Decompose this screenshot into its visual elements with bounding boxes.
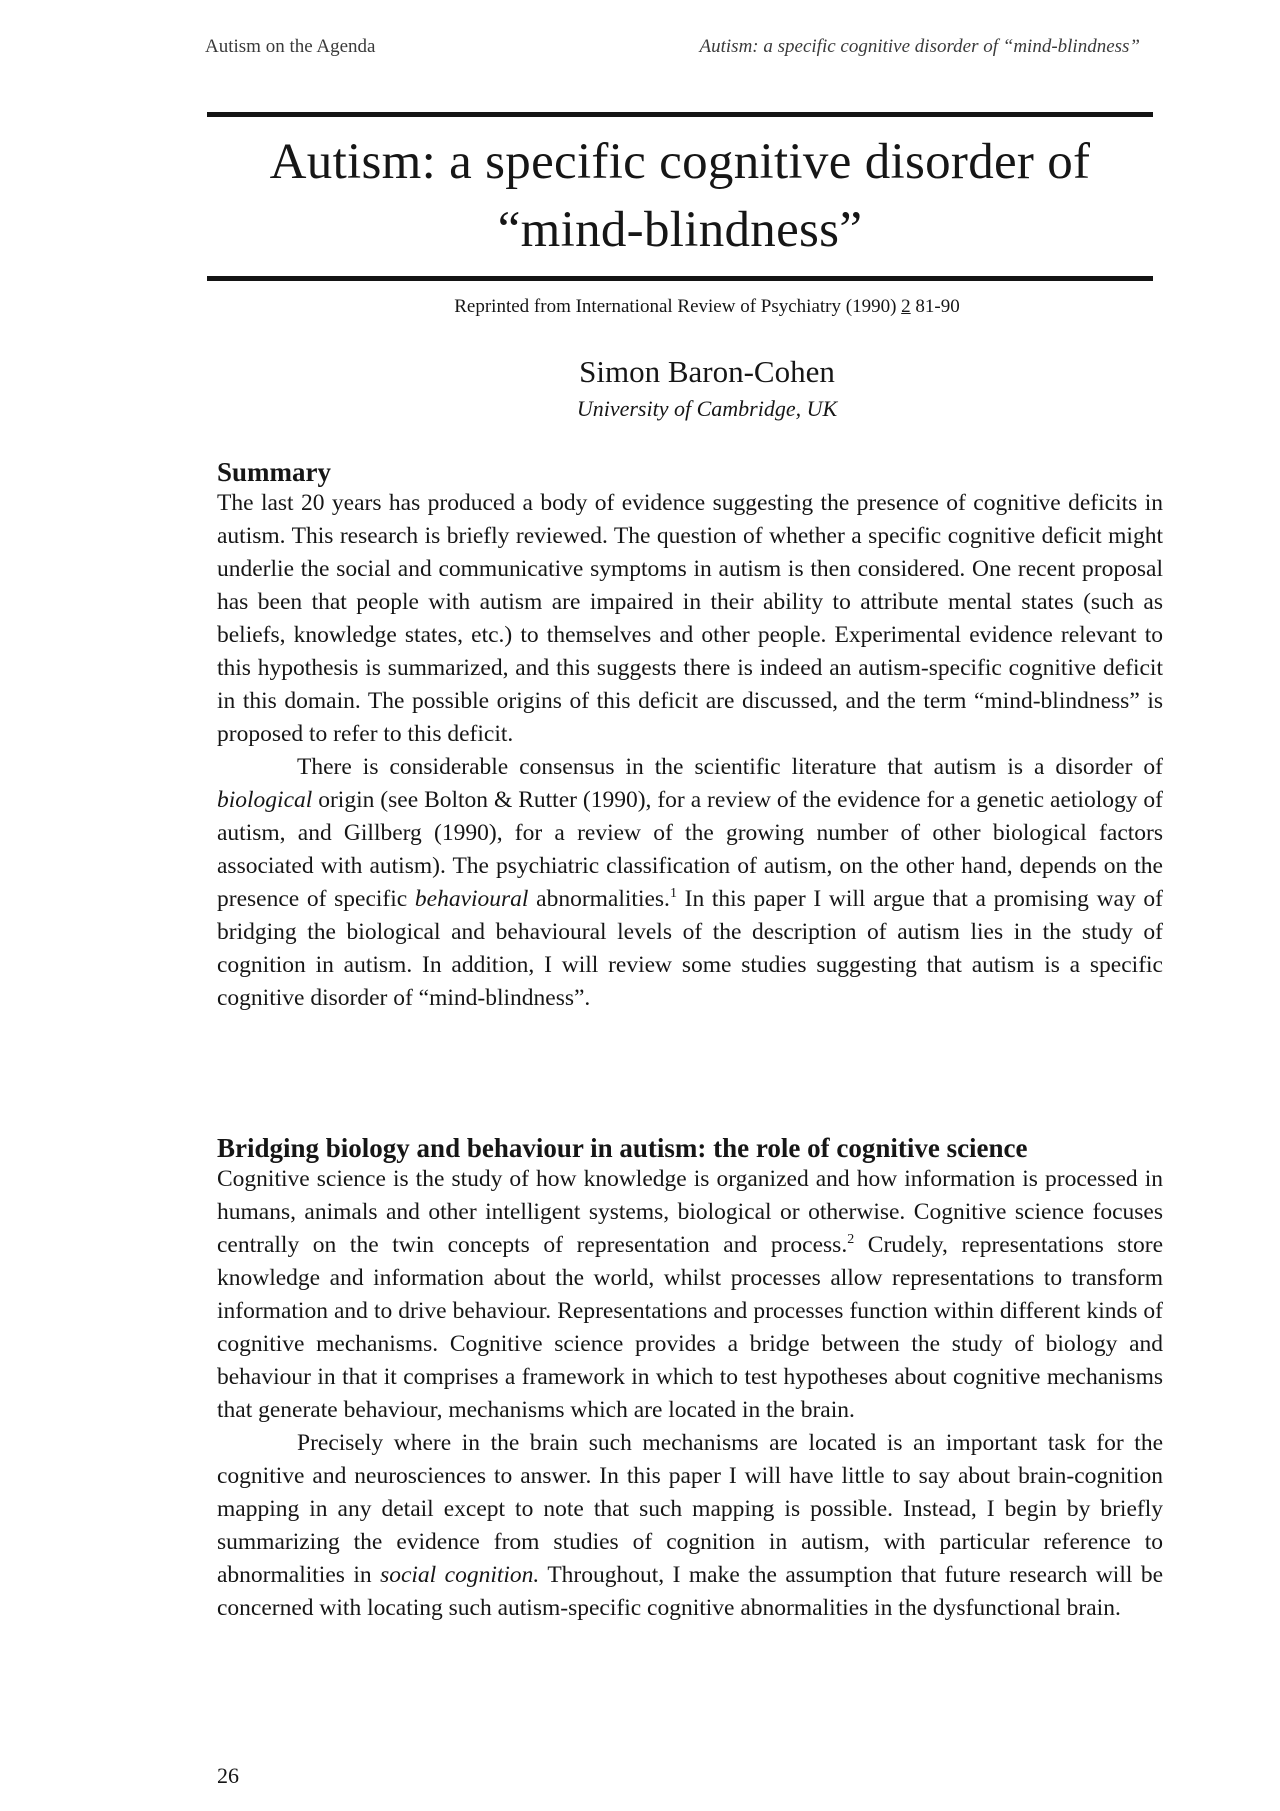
summary-paragraph-2-emphasis-2: behavioural (414, 886, 529, 912)
reprint-note (207, 296, 1207, 318)
cognitive-science-section (217, 1133, 1163, 1625)
summary-paragraph-2-text-a: There is considerable consensus in the scientific literature that autism is a disorder of (297, 754, 1163, 780)
summary-paragraph-2-text-d: In this paper I will argue that a promising way of bridging the biological and behavioural levels of the description of autism lies in the study of cognition in autism. In addition, I will review some studies suggesting that autism is a specific cognitive disorder of “mind-blindness”. (217, 886, 1163, 1011)
article-title (207, 128, 1153, 264)
summary-paragraph-2-text-b: origin (see Bolton & Rutter (1990), for a review of the evidence for a genetic aetiology of autism, and Gillberg (1990), for a review of the growing number of other biological factors associated with autism). The psychiatric classification of autism, on the other hand, depends on the presence of specific (217, 787, 1163, 912)
reprint-pages: 81-90 (910, 296, 960, 317)
reprint-source: Reprinted from International Review of Psychiatry (1990) (454, 296, 902, 317)
cognitive-science-paragraph-2-text-b: Throughout, I make the assumption that future research will be concerned with locating such autism-specific cognitive abnormalities in the dysfunctional brain. (217, 1562, 1164, 1621)
author-affiliation: University of Cambridge, UK (576, 396, 838, 421)
cognitive-science-paragraph-1-text-a: Cognitive science is the study of how knowledge is organized and how information is processed in humans, animals and other intelligent systems, biological or otherwise. Cognitive science focuses centrally on the twin concepts of representation and process. (217, 1166, 1163, 1258)
article-title-line-2: “mind-blindness” (497, 202, 863, 258)
summary-section (217, 457, 1163, 1015)
cognitive-science-paragraph-2-emphasis: social cognition. (380, 1562, 540, 1588)
footnote-marker-1[interactable]: 1 (669, 886, 677, 902)
title-rule-bottom (207, 276, 1153, 281)
cognitive-science-paragraph-1-text-b: Crudely, representations store knowledge and information about the world, whilst processes allow representations to transform information and to drive behaviour. Representations and processes function within different kinds of cognitive mechanisms. Cognitive science provides a bridge between the study of biology and behaviour in that it comprises a framework in which to test hypotheses about cognitive mechanisms that generate behaviour, mechanisms which are located in the brain. (217, 1232, 1163, 1423)
footnote-marker-2[interactable]: 2 (847, 1232, 855, 1248)
cognitive-science-paragraph-2-text-a: Precisely where in the brain such mechanisms are located is an important task for the cognitive and neurosciences to answer. In this paper I will have little to say about brain-cognition mapping in any detail except to note that such mapping is possible. Instead, I begin by briefly summarizing the evidence from studies of cognition in autism, with particular reference to abnormalities in (217, 1430, 1163, 1588)
summary-paragraph-2 (217, 751, 1163, 1015)
summary-heading: Summary (217, 457, 331, 487)
title-rule-top (207, 112, 1153, 117)
summary-paragraph-2-text-c: abnormalities. (528, 886, 670, 912)
article-title-line-1: Autism: a specific cognitive disorder of (269, 134, 1091, 190)
page-number: 26 (217, 1763, 239, 1788)
reprint-volume: 2 (901, 296, 911, 317)
cognitive-science-heading: Bridging biology and behaviour in autism: the role of cognitive science (217, 1133, 1028, 1163)
running-head (205, 36, 1140, 58)
running-head-right: Autism: a specific cognitive disorder of “mind-blindness” (699, 36, 1140, 57)
cognitive-science-paragraph-2 (217, 1427, 1163, 1625)
running-head-left: Autism on the Agenda (205, 36, 376, 57)
author-name: Simon Baron-Cohen (579, 354, 835, 389)
summary-paragraph-2-emphasis-1: biological (217, 787, 313, 813)
summary-paragraph-1: The last 20 years has produced a body of evidence suggesting the presence of cognitive deficits in autism. This research is briefly reviewed. The question of whether a specific cognitive deficit might underlie the social and communicative symptoms in autism is then considered. One recent proposal has been that people with autism are impaired in their ability to attribute mental states (such as beliefs, knowledge states, etc.) to themselves and other people. Experimental evidence relevant to this hypothesis is summarized, and this suggests there is indeed an autism-specific cognitive deficit in this domain. The possible origins of this deficit are discussed, and the term “mind-blindness” is proposed to refer to this deficit. (217, 490, 1163, 747)
cognitive-science-paragraph-1 (217, 1163, 1163, 1427)
